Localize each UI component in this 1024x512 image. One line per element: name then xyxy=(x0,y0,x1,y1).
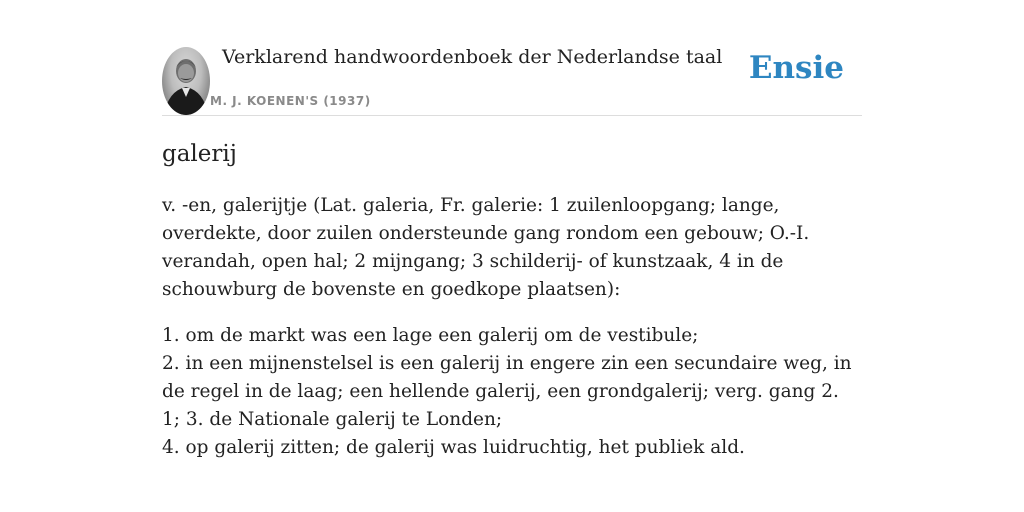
author-portrait-icon xyxy=(162,47,210,115)
author-label: M. J. KOENEN'S (1937) xyxy=(210,94,371,108)
example-line: 1. om de markt was een lage een galerij om de vestibule; xyxy=(162,325,699,346)
dictionary-title: Verklarend handwoordenboek der Nederlandse taal xyxy=(222,46,723,68)
entry-examples xyxy=(162,322,862,462)
entry-content xyxy=(162,136,862,462)
dictionary-header xyxy=(162,40,862,116)
entry-definition: v. -en, galerijtje (Lat. galeria, Fr. galerie: 1 zuilenloopgang; lange, overdekte, door zuilen ondersteunde gang rondom een gebouw; O.-I. verandah, open hal; 2 mijngang; 3 schilderij- of kunstzaak, 4 in de schouwburg de bovenste en goedkope plaatsen): xyxy=(162,195,810,300)
example-line: 2. in een mijnenstelsel is een galerij in engere zin een secundaire weg, in de regel in de laag; een hellende galerij, een grondgalerij; verg. gang 2. 1; 3. de Nationale galerij te Londen; xyxy=(162,353,852,430)
entry-headword: galerij xyxy=(162,141,237,167)
brand-logo-link[interactable]: Ensie xyxy=(748,50,844,86)
example-line: 4. op galerij zitten; de galerij was luidruchtig, het publiek ald. xyxy=(162,437,745,458)
